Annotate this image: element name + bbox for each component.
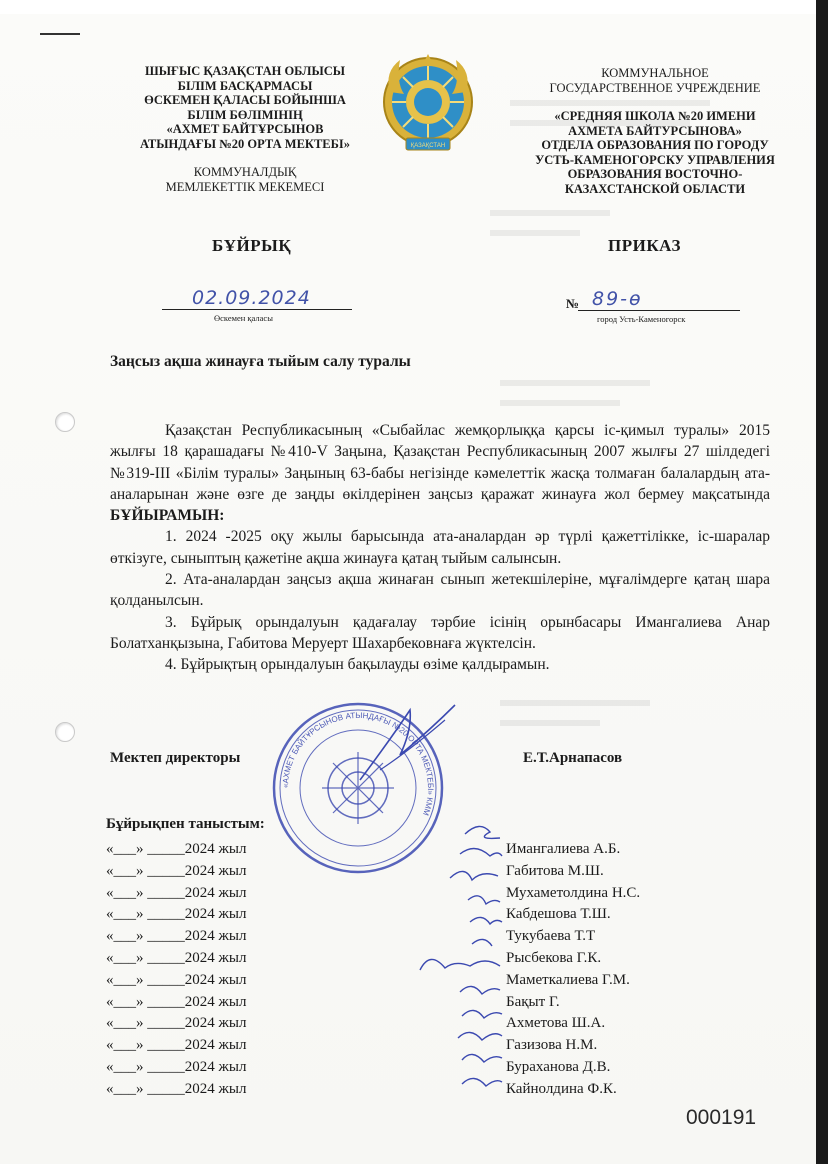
ack-name: Рысбекова Г.К. xyxy=(506,949,602,966)
list-item xyxy=(106,1079,676,1101)
header-kz-line: АТЫНДАҒЫ №20 ОРТА МЕКТЕБІ» xyxy=(139,136,351,151)
list-item xyxy=(106,1035,676,1057)
ack-date: «___» _____2024 жыл xyxy=(106,862,247,879)
scan-mark xyxy=(40,33,80,35)
title-ru: ПРИКАЗ xyxy=(608,236,681,255)
ack-name: Бураханова Д.В. xyxy=(506,1058,611,1075)
order-word: БҰЙЫРАМЫН: xyxy=(110,507,225,525)
emblem-label: ҚАЗАҚСТАН xyxy=(410,143,446,149)
header-kz-line: «АХМЕТ БАЙТҰРСЫНОВ xyxy=(166,122,324,136)
punch-hole-bottom xyxy=(55,722,75,742)
handwritten-number: 89-ө xyxy=(592,288,643,310)
ack-name: Тукубаева Т.Т xyxy=(506,928,596,945)
title-kz: БҰЙРЫҚ xyxy=(212,236,292,255)
header-ru-line: «СРЕДНЯЯ ШКОЛА №20 ИМЕНИ xyxy=(554,109,756,123)
punch-hole-top xyxy=(55,412,75,432)
header-kz-line: ШЫҒЫС ҚАЗАҚСТАН ОБЛЫСЫ xyxy=(144,64,346,78)
order-item: 2. Ата-аналардан заңсыз ақша жинаған сынып жетекшілеріне, мұғалімдерге қатаң шара қолданылсын. xyxy=(110,571,770,610)
document-serial-number: 000191 xyxy=(686,1106,757,1129)
header-kz xyxy=(120,64,370,194)
ack-date: «___» _____2024 жыл xyxy=(106,949,247,966)
header-ru-bold xyxy=(520,109,790,196)
header-ru-line: ОБРАЗОВАНИЯ ВОСТОЧНО- xyxy=(567,167,743,181)
header-kz-line: ӨСКЕМЕН ҚАЛАСЫ БОЙЫНША xyxy=(144,93,346,107)
header-ru-line: ОТДЕЛА ОБРАЗОВАНИЯ ПО ГОРОДУ xyxy=(541,138,769,152)
director-label: Мектеп директоры xyxy=(110,750,241,766)
header-kz-line: БІЛІМ БАСҚАРМАСЫ xyxy=(177,78,313,93)
city-ru: город Усть-Каменогорск xyxy=(597,314,686,324)
staff-signatures-icon xyxy=(410,820,510,1110)
ack-date: «___» _____2024 жыл xyxy=(106,906,247,923)
scan-right-edge xyxy=(816,0,828,1164)
header-ru-top: КОММУНАЛЬНОЕ xyxy=(601,66,709,80)
city-kz: Өскемен қаласы xyxy=(214,313,273,323)
order-intro xyxy=(110,420,770,526)
order-body xyxy=(110,420,770,676)
list-item xyxy=(106,970,676,992)
list-item xyxy=(106,992,676,1014)
ack-name: Газизова Н.М. xyxy=(506,1037,598,1054)
list-item xyxy=(106,904,676,926)
date-underline xyxy=(162,309,352,310)
ack-date: «___» _____2024 жыл xyxy=(106,841,247,857)
acknowledgement-list xyxy=(106,839,676,1101)
ack-name: Кабдешова Т.Ш. xyxy=(506,906,611,923)
list-item xyxy=(106,926,676,948)
ack-date: «___» _____2024 жыл xyxy=(106,1037,247,1054)
state-emblem-icon xyxy=(380,52,476,156)
header-ru-line: УСТЬ-КАМЕНОГОРСКУ УПРАВЛЕНИЯ xyxy=(535,152,775,167)
order-item: 4. Бұйрықтың орындалуын бақылауды өзіме қалдырамын. xyxy=(165,656,550,674)
ack-date: «___» _____2024 жыл xyxy=(106,1080,247,1097)
ack-name: Габитова М.Ш. xyxy=(506,862,604,879)
stamp-ring-text: «АХМЕТ БАЙТҰРСЫНОВ АТЫНДАҒЫ №20 ОРТА МЕКТЕБІ» КММ xyxy=(280,710,436,817)
number-label: № xyxy=(566,296,580,311)
list-item xyxy=(106,861,676,883)
ack-name: Ахметова Ш.А. xyxy=(506,1015,606,1032)
order-item: 1. 2024 -2025 оқу жылы барысында ата-аналардан әр түрлі қажеттілікке, іс-шаралар өткізуге, сыныптың қажетіне ақша жинауға қатаң тыйым салынсын. xyxy=(110,528,770,567)
list-item xyxy=(106,1057,676,1079)
acknowledgement-label: Бұйрықпен таныстым: xyxy=(106,816,265,832)
ack-date: «___» _____2024 жыл xyxy=(106,884,247,901)
header-kz-sub-line: МЕМЛЕКЕТТІК МЕКЕМЕСІ xyxy=(165,179,325,194)
ack-date: «___» _____2024 жыл xyxy=(106,993,247,1010)
header-ru-top: ГОСУДАРСТВЕННОЕ УЧРЕЖДЕНИЕ xyxy=(549,80,761,95)
ack-name: Мухаметолдина Н.С. xyxy=(506,884,641,901)
ack-name: Имангалиева А.Б. xyxy=(506,841,621,857)
ack-name: Бақыт Г. xyxy=(506,993,560,1010)
list-item xyxy=(106,883,676,905)
ack-date: «___» _____2024 жыл xyxy=(106,1015,247,1032)
list-item xyxy=(106,948,676,970)
list-item xyxy=(106,1013,676,1035)
number-underline xyxy=(578,310,740,311)
header-ru xyxy=(520,66,790,196)
ack-name: Маметкалиева Г.М. xyxy=(506,971,630,988)
order-subject: Заңсыз ақша жинауға тыйым салу туралы xyxy=(110,353,411,370)
order-intro-text: Қазақстан Республикасының «Сыбайлас жемқорлыққа қарсы іс-қимыл туралы» 2015 жылғы 18 қарашадағы №410-V Заңына, Қазақстан Республикасының 2007 жылғы 27 шілдедегі №319-ІІІ «Білім туралы» Заңының 63-бабы негізінде кәмелеттік жасқа толмаған балалардың ата-аналарынан және өзге де заңды өкілдерінен заңсыз қаражат жинауға жол бермеу мақсатында xyxy=(110,422,770,503)
ack-date: «___» _____2024 жыл xyxy=(106,971,247,988)
scan-top-margin xyxy=(0,0,828,14)
header-kz-sub xyxy=(120,165,370,194)
header-kz-sub-line: КОММУНАЛДЫҚ xyxy=(193,165,297,179)
ack-date: «___» _____2024 жыл xyxy=(106,928,247,945)
ack-name: Кайнолдина Ф.К. xyxy=(506,1080,617,1097)
ack-date: «___» _____2024 жыл xyxy=(106,1058,247,1075)
director-name: Е.Т.Арнапасов xyxy=(523,750,623,766)
handwritten-date: 02.09.2024 xyxy=(192,287,311,309)
header-ru-line: АХМЕТА БАЙТУРСЫНОВА» xyxy=(568,123,742,138)
header-ru-line: КАЗАХСТАНСКОЙ ОБЛАСТИ xyxy=(564,181,746,196)
order-item: 3. Бұйрық орындалуын қадағалау тәрбие ісінің орынбасары Имангалиева Анар Болатханқызына, Габитова Меруерт Шахарбековнаға жүктелсін. xyxy=(110,613,770,652)
list-item xyxy=(106,839,676,861)
header-kz-line: БІЛІМ БӨЛІМІНІҢ xyxy=(187,107,303,122)
